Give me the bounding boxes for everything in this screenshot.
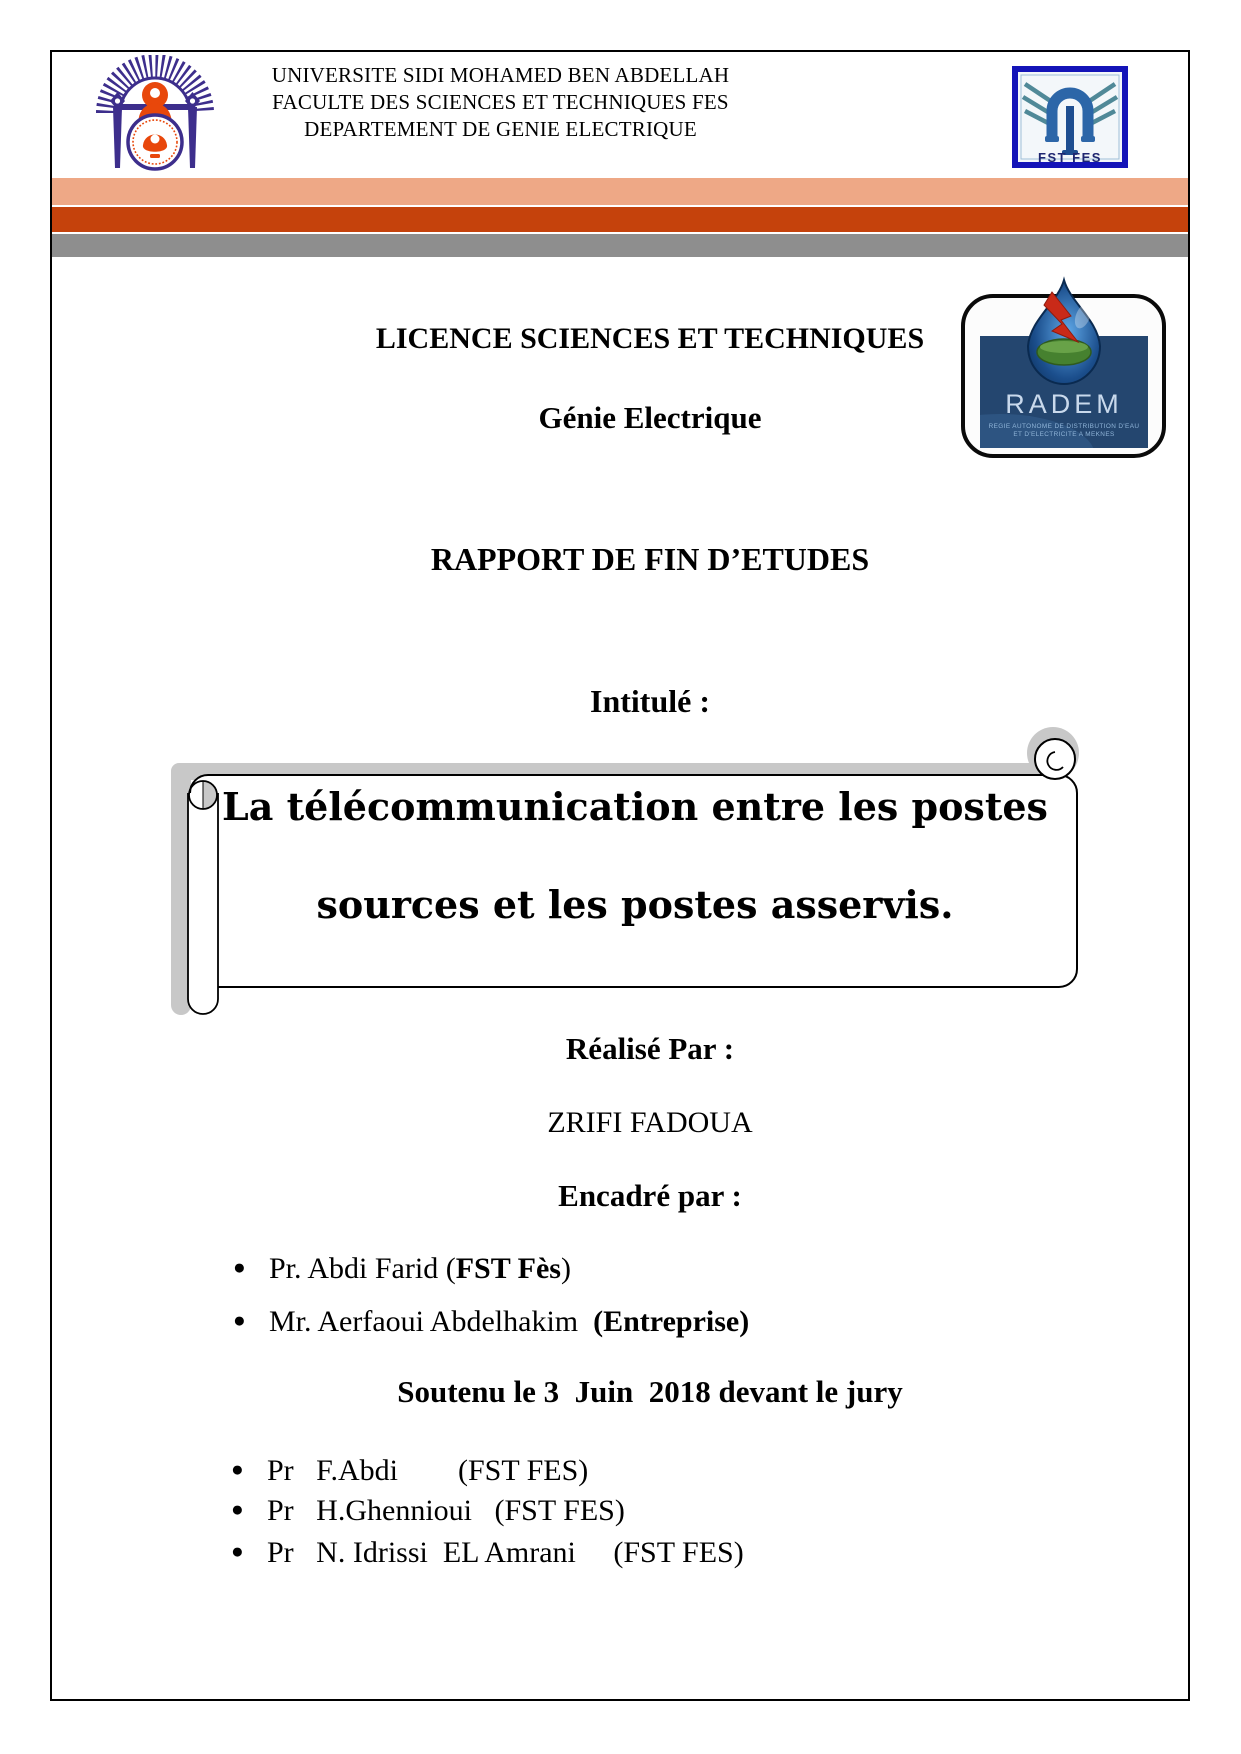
header-line-3: DEPARTEMENT DE GENIE ELECTRIQUE <box>304 117 697 141</box>
fst-fes-caption: FST FES <box>1038 150 1102 165</box>
advisor-item-1 <box>233 1252 571 1286</box>
radem-logo <box>960 276 1168 462</box>
bullet-icon: ● <box>231 1497 244 1521</box>
scroll-shape-icon <box>168 723 1080 1023</box>
jury-1-text: Pr F.Abdi (FST FES) <box>267 1454 589 1487</box>
jury-item-2 <box>231 1494 625 1528</box>
scroll-banner <box>168 723 1080 1023</box>
band-salmon <box>52 178 1188 205</box>
band-orange <box>52 207 1188 232</box>
jury-2-text: Pr H.Ghennioui (FST FES) <box>267 1494 625 1527</box>
report-type-title: RAPPORT DE FIN D’ETUDES <box>430 541 870 577</box>
defense-date-line: Soutenu le 3 Juin 2018 devant le jury <box>397 1374 903 1409</box>
bullet-icon: ● <box>233 1308 246 1332</box>
header-line-1: UNIVERSITE SIDI MOHAMED BEN ABDELLAH <box>271 63 730 87</box>
program-line-2: Génie Electrique <box>538 400 762 435</box>
intitule-label: Intitulé : <box>590 683 710 719</box>
fst-fes-logo <box>1012 66 1128 168</box>
bullet-icon: ● <box>231 1539 244 1563</box>
project-title-line-1: La télécommunication entre les postes <box>222 784 1048 829</box>
advisor-1-bold: FST Fès <box>455 1252 561 1285</box>
radem-name: RADEM <box>1005 389 1123 419</box>
university-emblem-logo <box>93 55 217 175</box>
university-header-text <box>228 62 773 143</box>
header-line-2: FACULTE DES SCIENCES ET TECHNIQUES FES <box>272 90 729 114</box>
radem-subtitle-2: ET D'ELECTRICITE A MEKNES <box>1013 431 1115 438</box>
band-gray <box>52 234 1188 257</box>
jury-3-text: Pr N. Idrissi EL Amrani (FST FES) <box>267 1536 744 1569</box>
bullet-icon: ● <box>231 1457 244 1481</box>
author-name: ZRIFI FADOUA <box>547 1106 753 1139</box>
advisor-item-2 <box>233 1305 749 1339</box>
jury-item-3 <box>231 1536 744 1570</box>
advisor-1-text: Pr. Abdi Farid ( <box>269 1252 456 1285</box>
radem-subtitle-1: REGIE AUTONOME DE DISTRIBUTION D'EAU <box>988 423 1140 430</box>
advisor-2-bold: (Entreprise) <box>593 1305 750 1338</box>
realise-par-label: Réalisé Par : <box>565 1031 735 1066</box>
project-title-line-2: sources et les postes asservis. <box>316 882 954 927</box>
advisor-1-post: ) <box>560 1252 571 1285</box>
encadre-par-label: Encadré par : <box>558 1178 742 1213</box>
advisor-2-text: Mr. Aerfaoui Abdelhakim <box>269 1305 594 1338</box>
jury-item-1 <box>231 1454 588 1488</box>
bullet-icon: ● <box>233 1255 246 1279</box>
program-line-1: LICENCE SCIENCES ET TECHNIQUES <box>375 322 925 355</box>
